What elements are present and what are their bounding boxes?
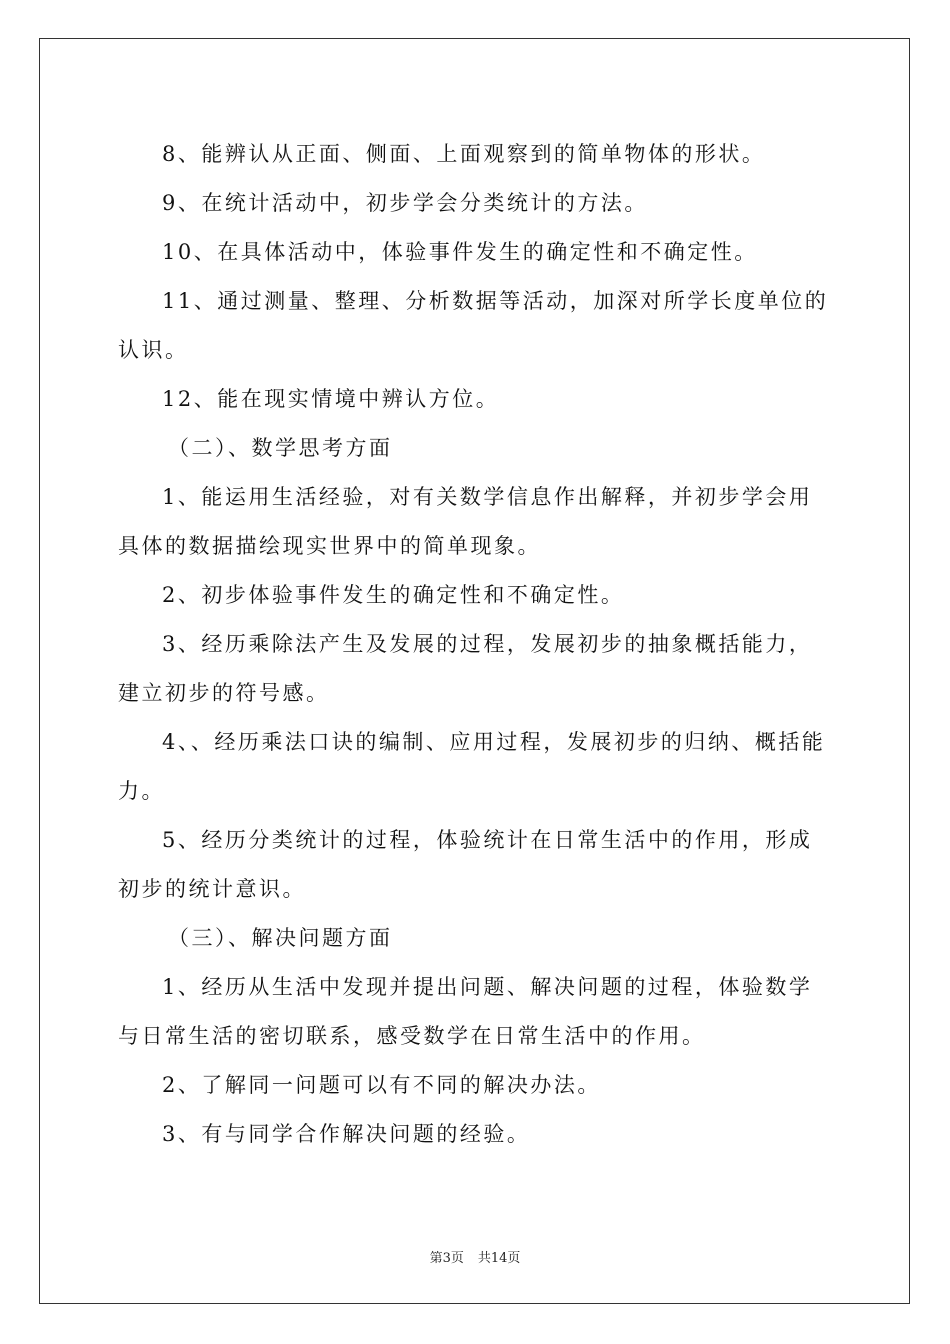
paragraph: 11、通过测量、整理、分析数据等活动，加深对所学长度单位的认识。 xyxy=(118,289,829,362)
section-heading: （二）、数学思考方面 xyxy=(168,436,393,460)
page-footer xyxy=(0,1247,950,1266)
paragraph: 1、能运用生活经验，对有关数学信息作出解释，并初步学会用具体的数据描绘现实世界中的简单现象。 xyxy=(118,485,813,558)
paragraph: 2、了解同一问题可以有不同的解决办法。 xyxy=(162,1073,601,1097)
paragraph: 10、在具体活动中，体验事件发生的确定性和不确定性。 xyxy=(162,240,758,264)
paragraph: 9、在统计活动中，初步学会分类统计的方法。 xyxy=(162,191,648,215)
page-number: 第3页 xyxy=(429,1251,464,1266)
document-body xyxy=(118,130,834,1159)
paragraph: 4、、经历乘法口诀的编制、应用过程，发展初步的归纳、概括能力。 xyxy=(118,730,826,803)
paragraph: 2、初步体验事件发生的确定性和不确定性。 xyxy=(162,583,625,607)
paragraph: 12、能在现实情境中辨认方位。 xyxy=(162,387,500,411)
page-total: 共14页 xyxy=(477,1251,521,1266)
paragraph: 5、经历分类统计的过程，体验统计在日常生活中的作用，形成初步的统计意识。 xyxy=(118,828,813,901)
paragraph: 8、能辨认从正面、侧面、上面观察到的简单物体的形状。 xyxy=(162,142,766,166)
section-heading: （三）、解决问题方面 xyxy=(168,926,393,950)
paragraph: 3、经历乘除法产生及发展的过程，发展初步的抽象概括能力，建立初步的符号感。 xyxy=(118,632,813,705)
paragraph: 3、有与同学合作解决问题的经验。 xyxy=(162,1122,531,1146)
paragraph: 1、经历从生活中发现并提出问题、解决问题的过程，体验数学与日常生活的密切联系，感受数学在日常生活中的作用。 xyxy=(118,975,813,1048)
